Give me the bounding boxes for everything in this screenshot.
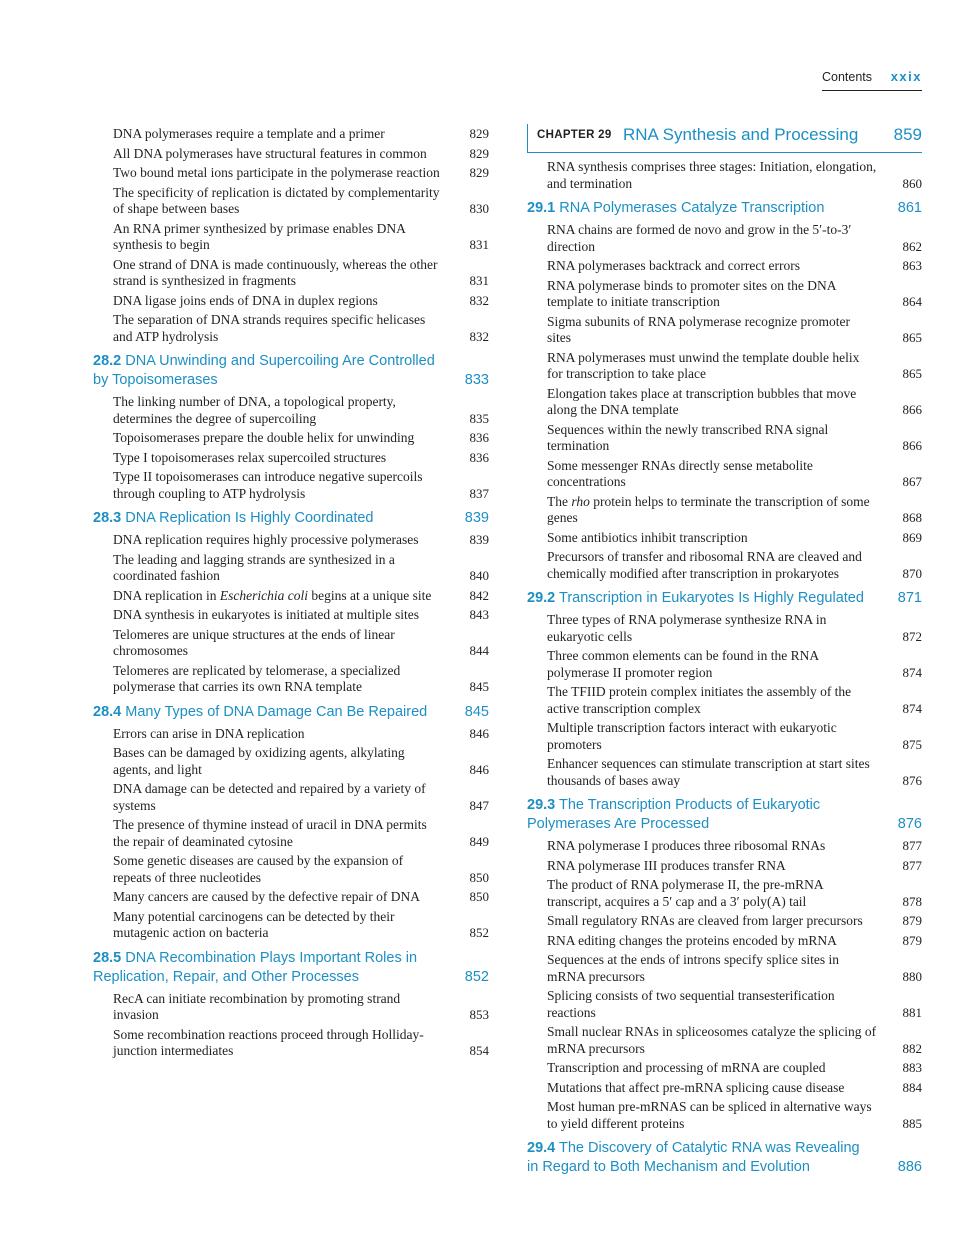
toc-entry [527, 350, 922, 383]
entry-page-number: 846 [469, 761, 489, 777]
toc-section-heading [93, 352, 489, 390]
toc-entry [93, 257, 489, 290]
entry-text: The TFIID protein complex initiates the assembly of the active transcription complex [547, 684, 852, 716]
entry-text: RNA polymerase III produces transfer RNA [547, 857, 786, 873]
entry-text: RNA polymerases backtrack and correct errors [547, 258, 801, 273]
toc-entry [93, 146, 489, 163]
toc-section-heading [527, 1139, 922, 1177]
chapter-heading [527, 124, 922, 153]
entry-title [547, 159, 877, 192]
entry-page-number: 836 [469, 430, 489, 445]
chapter-page-number: 859 [893, 125, 922, 144]
entry-text: Transcription and processing of mRNA are coupled [547, 1060, 826, 1075]
entry-text: RNA polymerase binds to promoter sites on the DNA template to initiate transcription [547, 277, 836, 309]
toc-entry [527, 422, 922, 455]
entry-page-number: 864 [902, 294, 922, 309]
entry-text: DNA ligase joins ends of DNA in duplex regions [113, 292, 378, 308]
entry-page-number: 853 [469, 1007, 489, 1022]
toc-section-heading [527, 589, 922, 608]
entry-text: Sequences at the ends of introns specify splice sites in mRNA precursors [547, 952, 840, 984]
entry-page-number: 847 [469, 797, 489, 813]
toc-entry [527, 222, 922, 255]
section-title [93, 352, 438, 390]
section-number: 29.3 [527, 797, 556, 813]
entry-page-number: 832 [469, 292, 489, 308]
entry-title [547, 952, 877, 985]
entry-page-number: 829 [469, 145, 489, 161]
entry-text: Three types of RNA polymerase synthesize RNA in eukaryotic cells [547, 612, 827, 644]
entry-page-number: 865 [902, 366, 922, 381]
entry-text-after: begins at a unique site [307, 587, 432, 603]
toc-entry [93, 991, 489, 1024]
entry-title [113, 1027, 443, 1060]
entry-text: RNA synthesis comprises three stages: Initiation, elongation, and termination [547, 159, 877, 191]
entry-text: Enhancer sequences can stimulate transcription at start sites thousands of bases away [547, 756, 870, 788]
entry-title [113, 817, 443, 850]
entry-text: Some messenger RNAs directly sense metabolite concentrations [547, 457, 813, 489]
entry-text: Errors can arise in DNA replication [113, 725, 305, 741]
section-title-text: The Transcription Products of Eukaryotic Polymerases Are Processed [527, 797, 821, 832]
section-title [527, 796, 872, 834]
section-title-text: Transcription in Eukaryotes Is Highly Regulated [559, 590, 864, 606]
toc-entry [93, 165, 489, 182]
toc-entry [93, 293, 489, 310]
entry-title [113, 293, 443, 310]
section-number: 29.1 [527, 200, 556, 216]
section-page-number: 845 [464, 703, 489, 720]
section-page-number: 839 [464, 510, 489, 526]
entry-title [113, 532, 443, 549]
entry-text-after: protein helps to terminate the transcription of some genes [547, 493, 870, 525]
entry-page-number: 849 [469, 833, 489, 849]
entry-title [113, 726, 443, 743]
entry-title [113, 430, 443, 447]
entry-title [547, 913, 877, 930]
section-number: 28.5 [93, 949, 122, 966]
entry-title [547, 386, 877, 419]
entry-title [113, 221, 443, 254]
entry-title [547, 494, 877, 527]
entry-title [113, 853, 443, 886]
entry-page-number: 882 [902, 1040, 922, 1056]
entry-text: RecA can initiate recombination by promoting strand invasion [113, 990, 401, 1022]
entry-text: The [547, 493, 572, 509]
entry-page-number: 881 [902, 1004, 922, 1020]
toc-entry [527, 258, 922, 275]
toc-entry [93, 588, 489, 605]
entry-page-number: 830 [469, 201, 489, 216]
entry-page-number: 874 [902, 700, 922, 716]
toc-entry [93, 726, 489, 743]
toc-entry [527, 648, 922, 681]
entry-page-number: 870 [902, 565, 922, 581]
entry-title [113, 312, 443, 345]
entry-title [113, 781, 443, 814]
entry-page-number: 867 [902, 474, 922, 489]
entry-title [547, 858, 877, 875]
entry-page-number: 836 [469, 449, 489, 465]
entry-title [547, 549, 877, 582]
entry-text: RNA polymerase I produces three ribosomal RNAs [547, 838, 826, 853]
entry-title [113, 889, 443, 906]
entry-page-number: 878 [902, 893, 922, 909]
entry-text: Topoisomerases prepare the double helix for unwinding [113, 430, 415, 445]
chapter-label: CHAPTER 29 [537, 129, 612, 141]
toc-right-column [527, 124, 922, 1181]
entry-text: DNA replication requires highly processive polymerases [113, 532, 419, 547]
entry-title [113, 627, 443, 660]
entry-title [547, 350, 877, 383]
toc-entry [527, 684, 922, 717]
entry-page-number: 869 [902, 529, 922, 545]
entry-title [547, 684, 877, 717]
section-title-text: RNA Polymerases Catalyze Transcription [559, 200, 825, 216]
toc-entry [527, 720, 922, 753]
entry-text: DNA replication in [113, 587, 220, 603]
entry-text-italic: rho [571, 493, 590, 509]
section-title [527, 1139, 872, 1177]
entry-text: Multiple transcription factors interact with eukaryotic promoters [547, 720, 837, 752]
section-title-text: The Discovery of Catalytic RNA was Revealing in Regard to Both Mechanism and Evolution [527, 1140, 860, 1175]
section-number: 28.4 [93, 703, 122, 720]
entry-title [113, 607, 443, 624]
entry-text: Mutations that affect pre-mRNA splicing cause disease [547, 1079, 845, 1095]
entry-title [547, 1024, 877, 1057]
entry-page-number: 860 [902, 175, 922, 191]
entry-page-number: 835 [469, 410, 489, 426]
entry-page-number: 876 [902, 772, 922, 788]
toc-right-list [527, 159, 922, 1177]
entry-page-number: 880 [902, 968, 922, 984]
section-title [527, 589, 872, 608]
entry-title [113, 991, 443, 1024]
toc-entry [93, 1027, 489, 1060]
entry-title [113, 552, 443, 585]
entry-title [547, 720, 877, 753]
entry-text: Three common elements can be found in the RNA polymerase II promoter region [547, 648, 819, 680]
toc-entry [93, 450, 489, 467]
entry-page-number: 843 [469, 607, 489, 622]
entry-title [547, 530, 877, 547]
entry-text: Telomeres are unique structures at the ends of linear chromosomes [113, 626, 395, 658]
entry-page-number: 845 [469, 679, 489, 694]
entry-text: The leading and lagging strands are synthesized in a coordinated fashion [113, 551, 395, 583]
entry-title [113, 146, 443, 163]
entry-text: RNA polymerases must unwind the template double helix for transcription to take place [547, 349, 860, 381]
toc-left-column [93, 126, 489, 1063]
entry-text: An RNA primer synthesized by primase enables DNA synthesis to begin [113, 220, 406, 252]
entry-page-number: 874 [902, 664, 922, 680]
toc-entry [93, 817, 489, 850]
toc-entry [93, 627, 489, 660]
toc-entry [527, 1080, 922, 1097]
entry-text: Two bound metal ions participate in the polymerase reaction [113, 165, 440, 180]
entry-page-number: 868 [902, 510, 922, 525]
toc-entry [527, 756, 922, 789]
entry-text: DNA synthesis in eukaryotes is initiated at multiple sites [113, 607, 419, 622]
entry-text: Some recombination reactions proceed through Holliday-junction intermediates [113, 1026, 424, 1058]
entry-title [547, 258, 877, 275]
toc-entry [93, 394, 489, 427]
section-page-number: 876 [897, 816, 922, 832]
toc-section-heading [93, 949, 489, 987]
running-head [822, 68, 922, 91]
entry-title [547, 1080, 877, 1097]
entry-title [547, 278, 877, 311]
toc-entry [93, 607, 489, 624]
toc-entry [93, 185, 489, 218]
entry-text: Most human pre-mRNAS can be spliced in alternative ways to yield different proteins [547, 1099, 872, 1131]
entry-title [547, 648, 877, 681]
entry-page-number: 885 [902, 1115, 922, 1131]
toc-section-heading [527, 199, 922, 218]
toc-section-heading [527, 796, 922, 834]
toc-entry [527, 877, 922, 910]
entry-page-number: 850 [469, 889, 489, 904]
entry-text: Sequences within the newly transcribed RNA signal termination [547, 421, 829, 453]
entry-page-number: 850 [469, 869, 489, 885]
entry-title [113, 257, 443, 290]
entry-page-number: 829 [469, 126, 489, 141]
toc-entry [93, 430, 489, 447]
toc-entry [93, 552, 489, 585]
toc-entry [527, 612, 922, 645]
section-page-number: 852 [464, 968, 489, 985]
entry-text: Small nuclear RNAs in spliceosomes catalyze the splicing of mRNA precursors [547, 1024, 877, 1056]
toc-entry [527, 838, 922, 855]
entry-text: DNA polymerases require a template and a primer [113, 126, 385, 141]
section-title-text: DNA Recombination Plays Important Roles in Replication, Repair, and Other Processes [93, 949, 418, 985]
section-title-text: DNA Unwinding and Supercoiling Are Controlled by Topoisomerases [93, 353, 435, 388]
toc-entry [527, 1099, 922, 1132]
toc-entry [93, 781, 489, 814]
toc-entry [93, 745, 489, 778]
entry-page-number: 837 [469, 485, 489, 501]
entry-title [113, 663, 443, 696]
toc-entry [93, 532, 489, 549]
entry-text: The specificity of replication is dictated by complementarity of shape between bases [113, 184, 440, 216]
entry-text: Some genetic diseases are caused by the expansion of repeats of three nucleotides [113, 853, 404, 885]
section-page-number: 861 [897, 200, 922, 216]
section-title-text: DNA Replication Is Highly Coordinated [125, 510, 374, 526]
toc-entry [93, 312, 489, 345]
toc-entry [527, 952, 922, 985]
entry-text: The linking number of DNA, a topological property, determines the degree of supercoiling [113, 394, 396, 426]
toc-entry [93, 663, 489, 696]
entry-text: RNA editing changes the proteins encoded by mRNA [547, 932, 837, 948]
toc-entry [527, 494, 922, 527]
entry-text: Type II topoisomerases can introduce negative supercoils through coupling to ATP hydrolysis [113, 469, 423, 501]
section-title [527, 199, 872, 218]
toc-entry [527, 913, 922, 930]
entry-page-number: 840 [469, 568, 489, 583]
entry-text: DNA damage can be detected and repaired by a variety of systems [113, 781, 426, 813]
entry-title [547, 877, 877, 910]
entry-page-number: 831 [469, 273, 489, 288]
entry-page-number: 879 [902, 913, 922, 928]
entry-title [547, 756, 877, 789]
entry-title [113, 469, 443, 502]
toc-entry [527, 988, 922, 1021]
section-number: 28.3 [93, 510, 122, 526]
entry-title [547, 222, 877, 255]
entry-title [547, 988, 877, 1021]
entry-text: RNA chains are formed de novo and grow in the 5′-to-3′ direction [547, 222, 852, 254]
entry-title [113, 394, 443, 427]
toc-section-heading [93, 509, 489, 528]
entry-text: Type I topoisomerases relax supercoiled structures [113, 449, 387, 465]
entry-title [113, 909, 443, 942]
entry-title [547, 458, 877, 491]
entry-page-number: 877 [902, 838, 922, 853]
entry-title [547, 422, 877, 455]
entry-text: Telomeres are replicated by telomerase, a specialized polymerase that carries its own RNA template [113, 662, 401, 694]
entry-page-number: 829 [469, 165, 489, 180]
entry-page-number: 877 [902, 857, 922, 873]
entry-text: Precursors of transfer and ribosomal RNA are cleaved and chemically modified after transcription in prokaryotes [547, 549, 862, 581]
entry-title [113, 450, 443, 467]
toc-entry [527, 159, 922, 192]
entry-page-number: 879 [902, 932, 922, 948]
entry-page-number: 875 [902, 736, 922, 752]
entry-page-number: 846 [469, 725, 489, 741]
chapter-title: RNA Synthesis and Processing [623, 125, 859, 144]
entry-page-number: 866 [902, 438, 922, 453]
entry-page-number: 863 [902, 258, 922, 273]
entry-text-italic: Escherichia coli [219, 587, 308, 603]
toc-entry [527, 858, 922, 875]
running-head-page-number: xxix [890, 69, 922, 84]
entry-title [547, 1099, 877, 1132]
entry-title [547, 933, 877, 950]
section-number: 28.2 [93, 353, 122, 369]
entry-text: The product of RNA polymerase II, the pre-mRNA transcript, acquires a 5′ cap and a 3′ poly(A) tail [547, 877, 823, 909]
section-number: 29.2 [527, 590, 556, 606]
toc-section-heading [93, 703, 489, 722]
toc-entry [93, 469, 489, 502]
running-head-label: Contents [822, 70, 873, 84]
entry-page-number: 844 [469, 643, 489, 658]
toc-entry [93, 909, 489, 942]
entry-text: Some antibiotics inhibit transcription [547, 529, 748, 545]
entry-page-number: 839 [469, 532, 489, 547]
toc-entry [527, 278, 922, 311]
entry-page-number: 872 [902, 628, 922, 644]
entry-page-number: 883 [902, 1060, 922, 1075]
entry-title [113, 185, 443, 218]
section-title [93, 703, 438, 722]
toc-entry [527, 1060, 922, 1077]
entry-text: Splicing consists of two sequential transesterification reactions [547, 988, 835, 1020]
entry-text: Elongation takes place at transcription bubbles that move along the DNA template [547, 385, 857, 417]
entry-title [113, 165, 443, 182]
toc-entry [527, 1024, 922, 1057]
section-title-text: Many Types of DNA Damage Can Be Repaired [125, 703, 428, 720]
entry-title [113, 588, 443, 605]
entry-text: Many cancers are caused by the defective repair of DNA [113, 889, 420, 904]
entry-page-number: 831 [469, 237, 489, 252]
entry-page-number: 866 [902, 402, 922, 417]
toc-entry [93, 221, 489, 254]
entry-text: Bases can be damaged by oxidizing agents, alkylating agents, and light [113, 745, 405, 777]
entry-title [113, 126, 443, 143]
entry-text: All DNA polymerases have structural features in common [113, 145, 427, 161]
toc-entry [527, 933, 922, 950]
entry-title [547, 612, 877, 645]
entry-title [547, 314, 877, 347]
toc-entry [527, 549, 922, 582]
toc-entry [527, 530, 922, 547]
entry-text: The separation of DNA strands requires specific helicases and ATP hydrolysis [113, 312, 426, 344]
toc-entry [527, 314, 922, 347]
entry-text: The presence of thymine instead of uracil in DNA permits the repair of deaminated cytosine [113, 817, 427, 849]
entry-text: One strand of DNA is made continuously, whereas the other strand is synthesized in fragments [113, 256, 438, 288]
entry-page-number: 832 [469, 328, 489, 344]
entry-page-number: 862 [902, 238, 922, 254]
entry-title [113, 745, 443, 778]
toc-entry [527, 458, 922, 491]
entry-page-number: 854 [469, 1043, 489, 1058]
section-title [93, 509, 438, 528]
toc-entry [93, 126, 489, 143]
entry-title [547, 838, 877, 855]
entry-text: Many potential carcinogens can be detected by their mutagenic action on bacteria [113, 908, 395, 940]
section-title [93, 949, 438, 987]
toc-entry [93, 889, 489, 906]
entry-page-number: 842 [469, 587, 489, 603]
section-page-number: 886 [897, 1159, 922, 1175]
toc-entry [527, 386, 922, 419]
entry-text: Small regulatory RNAs are cleaved from larger precursors [547, 913, 863, 928]
entry-text: Sigma subunits of RNA polymerase recognize promoter sites [547, 313, 850, 345]
entry-title [547, 1060, 877, 1077]
toc-entry [93, 853, 489, 886]
entry-page-number: 865 [902, 330, 922, 345]
section-page-number: 833 [464, 372, 489, 388]
entry-page-number: 884 [902, 1079, 922, 1095]
section-number: 29.4 [527, 1140, 556, 1156]
entry-page-number: 852 [469, 925, 489, 940]
section-page-number: 871 [897, 590, 922, 606]
